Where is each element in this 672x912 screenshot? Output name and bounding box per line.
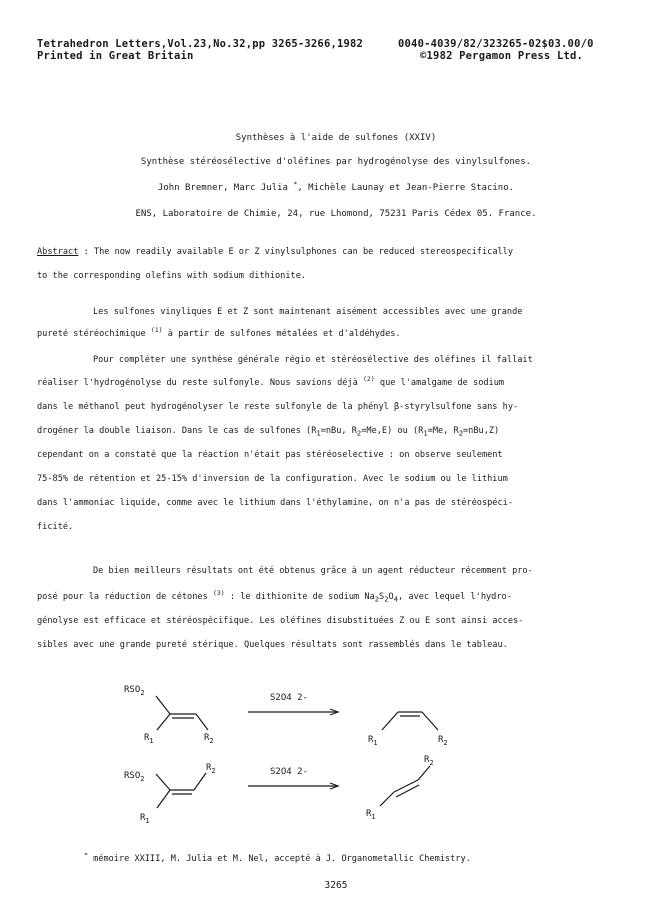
para2-line-5: cependant on a constaté que la réaction n'était pas stéréoselective : on observe seulement xyxy=(37,450,503,460)
paper-subtitle: Synthèse stéréosélective d'oléfines par hydrogénolyse des vinylsulfones. xyxy=(140,157,532,167)
para2-line-4: drogéner la double liaison. Dans le cas de sulfones ($R_1=nBu$, $R_2=Me,E$) ou ($R_1=Me$, $R_2=nBu,Z$) xyxy=(37,426,500,438)
paper-title: Synthèses à l'aide de sulfones (XXIV) xyxy=(235,133,437,143)
abstract-line-2: to the corresponding olefins with sodium dithionite. xyxy=(37,271,307,281)
footnote: * mémoire XXIII, M. Julia et M. Nel, accepté à J. Organometallic Chemistry. xyxy=(84,851,471,864)
double-bond xyxy=(394,780,418,792)
authors xyxy=(0,180,672,193)
substituent-r2: $R_2$ xyxy=(204,733,214,745)
reference-2: (2) xyxy=(362,375,375,383)
corresponding-mark: * xyxy=(293,180,298,188)
bond xyxy=(382,712,398,730)
substituent-rso2: $RSO_2$ xyxy=(124,685,145,697)
para2-line-2: réaliser l'hydrogénolyse du reste sulfonyle. Nous savions déjà $^{(2)}$ que l'amalgame de sodium xyxy=(37,375,505,388)
para2-line-8: ficité. xyxy=(37,522,74,532)
page-number: 3265 xyxy=(324,880,348,891)
substituent-r1: $R_1$ xyxy=(140,813,150,825)
copyright: ©1982 Pergamon Press Ltd. xyxy=(420,50,584,62)
product-r1: $R_1$ xyxy=(366,809,376,821)
bond xyxy=(196,714,208,730)
para2-line-7: dans l'ammoniac liquide, comme avec le lithium dans l'éthylamine, on n'a pas de stéréospéci- xyxy=(37,498,513,508)
issn-code: 0040-4039/82/323265-02$03.00/0 xyxy=(398,38,594,50)
double-bond-inner xyxy=(396,785,419,797)
bond xyxy=(156,774,170,790)
para3-line-2: posé pour la réduction de cétones $^{(3)}$ : le dithionite de sodium $Na_2S_2O_4$, avec lequel l'hydro- xyxy=(37,589,512,604)
authors-rest: , Michèle Launay et Jean-Pierre Stacino. xyxy=(297,183,515,193)
bond xyxy=(422,712,438,730)
substituent-r1: $R_1$ xyxy=(144,733,154,745)
reference-1: (1) xyxy=(150,326,163,334)
para1-line-1: Les sulfones vinyliques E et Z sont maintenant aisément accessibles avec une grande xyxy=(93,307,523,317)
footnote-mark: * xyxy=(84,851,88,859)
reaction-scheme xyxy=(0,670,672,850)
para3-line-4: sibles avec une grande pureté stérique. Quelques résultats sont rassemblés dans le tableau. xyxy=(37,640,508,650)
para2-line-3: dans le méthanol peut hydrogénolyser le reste sulfonyle de la phényl β-styrylsulfone sans hy- xyxy=(37,402,519,412)
bond xyxy=(157,790,170,808)
journal-citation: Tetrahedron Letters,Vol.23,No.32,pp 3265-3266,1982 xyxy=(37,38,364,50)
abstract-label: Abstract xyxy=(37,247,79,257)
authors-first: John Bremner, Marc Julia xyxy=(157,183,288,193)
product-r2: $R_2$ xyxy=(424,755,434,767)
para3-line-1: De bien meilleurs résultats ont été obtenus grâce à un agent réducteur récemment pro- xyxy=(93,566,533,576)
reagent-dithionite-2: S2O4 2- xyxy=(270,767,308,777)
bond xyxy=(418,766,430,780)
reagent-dithionite-1: S2O4 2- xyxy=(270,693,308,703)
reference-3: (3) xyxy=(212,589,225,597)
product-r1: $R_1$ xyxy=(368,735,378,747)
affiliation: ENS, Laboratoire de Chimie, 24, rue Lhomond, 75231 Paris Cédex 05. France. xyxy=(135,209,537,219)
product-r2: $R_2$ xyxy=(438,735,448,747)
para2-line-1: Pour compléter une synthèse générale régio et stéréosélective des oléfines il fallait xyxy=(93,355,533,365)
bond xyxy=(157,714,170,730)
bond xyxy=(380,792,394,806)
para2-line-6: 75-85% de rétention et 25-15% d'inversion de la configuration. Avec le sodium ou le lithium xyxy=(37,474,508,484)
substituent-rso2: $RSO_2$ xyxy=(124,771,145,783)
printed-in: Printed in Great Britain xyxy=(37,50,194,62)
bond xyxy=(194,773,206,790)
para1-line-2: pureté stéréochimique $^{(1)}$ à partir de sulfones métalées et d'aldéhydes. xyxy=(37,326,401,339)
bond xyxy=(156,696,170,714)
para3-line-3: génolyse est efficace et stéréospécifique. Les oléfines disubstituées Z ou E sont ainsi acces- xyxy=(37,616,524,626)
substituent-r2: $R_2$ xyxy=(206,763,216,775)
abstract-line-1: Abstract : The now readily available E or Z vinylsulphones can be reduced stereospecifically xyxy=(37,247,514,257)
